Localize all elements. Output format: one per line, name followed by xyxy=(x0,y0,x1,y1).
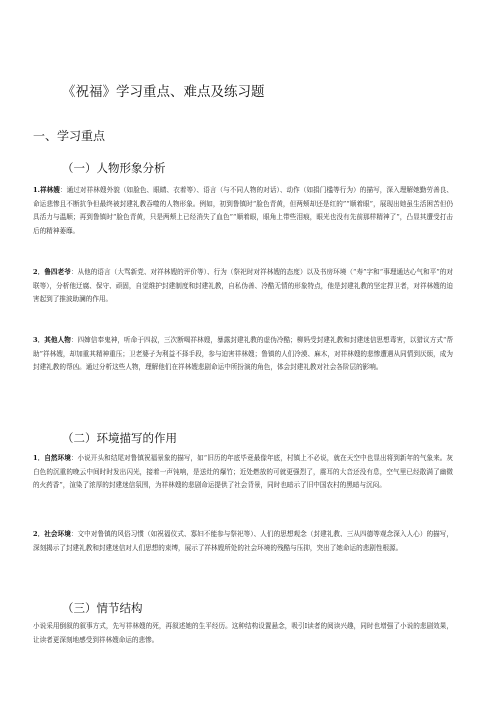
paragraph-text: ：文中对鲁镇的风俗习惯（如祝福仪式、寡妇不能参与祭祀等）、人们的思想观念（封建礼教、三从四德等观念深入人心）的描写，深刻揭示了封建礼教和封建迷信对人们思想的束缚，展示了祥林嫂所处的社会环境的残酷与压抑，突出了她命运的悲剧性根源。 xyxy=(33,530,453,552)
document-title: 《祝福》学习重点、难点及练习题 xyxy=(62,84,265,100)
paragraph-label: 2．鲁四老爷 xyxy=(33,268,71,276)
section-heading-key-points: 一、学习重点 xyxy=(33,129,106,143)
paragraph-label: 2．社会环境 xyxy=(33,530,71,538)
subheading-plot-structure: （三）情节结构 xyxy=(62,601,143,615)
paragraph-text: ：从他的语言（大骂新党、对祥林嫂的评价等）、行为（祭祀时对祥林嫂的态度）以及书房环境（“寿”字和“事理通达心气和平”的对联等），分析他迂腐、保守、顽固，自觉维护封建制度和封建礼教，自私伪善、冷酷无情的形象特点，他是封建礼教的坚定捍卫者，对祥林嫂的迫害起到了推波助澜的作用。 xyxy=(33,268,453,304)
paragraph-natural-environment xyxy=(33,452,453,493)
paragraph-social-environment xyxy=(33,528,453,555)
paragraph-label: 3．其他人物 xyxy=(33,336,71,344)
paragraph-text: ：通过对祥林嫂外貌（如脸色、眼睛、衣着等）、语言（与不同人物的对话）、动作（如捐门槛等行为）的描写，深入理解她勤劳善良、命运悲惨且不断抗争但最终被封建礼教吞噬的人物形象。例如，初到鲁镇时“脸色青黄，但两颊却还是红的”“顺着眼”，展现出她虽生活困苦但仍具活力与温顺；再到鲁镇时“脸色青黄，只是两颊上已经消失了血色”“顺着眼，眼角上带些泪痕，眼光也没有先前那样精神了”，凸显其遭受打击后的精神萎靡。 xyxy=(33,186,453,235)
paragraph-lu-sixlaoye xyxy=(33,266,453,307)
paragraph-other-characters xyxy=(33,334,453,375)
paragraph-label: 1．自然环境 xyxy=(33,454,71,462)
subheading-environment: （二）环境描写的作用 xyxy=(62,431,177,445)
paragraph-text: ：小说开头和结尾对鲁镇祝福景象的描写，如“旧历的年底毕竟最像年底，村镇上不必说，就在天空中也显出将到新年的气象来。灰白色的沉重的晚云中间时时发出闪光，接着一声钝响，是送灶的爆竹；近处燃放的可就更强烈了，震耳的大音还没有息，空气里已经散满了幽微的火药香”，渲染了浓厚的封建迷信氛围，为祥林嫂的悲剧命运提供了社会背景，同时也暗示了旧中国农村的黑暗与沉闷。 xyxy=(33,454,453,490)
subheading-character-analysis: （一）人物形象分析 xyxy=(62,161,166,175)
paragraph-label: 1.祥林嫂 xyxy=(33,186,60,194)
paragraph-xianglinsao xyxy=(33,184,453,238)
paragraph-plot-structure: 小说采用倒叙的叙事方式，先写祥林嫂的死，再叙述她的生平经历。这种结构设置悬念，吸引I读者的阅读兴趣，同时也增强了小说的悲剧效果，让读者更深刻地感受到祥林嫂命运的悲惨。 xyxy=(33,622,453,644)
paragraph-text: ：四婶信奉鬼神，听命于四叔，三次断喝祥林嫂，暴露封建礼教的虚伪冷酷；柳妈受封建礼教和封建迷信思想毒害，以猎议方式“帮助”祥林嫂，却加重其精神重压；卫老婆子为利益不择手段，参与迫害祥林嫂；鲁镇的人们冷漠、麻木，对祥林嫂的悲惨遭遇从同情到厌烦，成为封建礼教的帮凶。通过分析这些人物，理解他们在祥林嫂悲剧命运中所扮演的角色，体会封建礼教对社会各阶层的影响。 xyxy=(33,336,453,372)
